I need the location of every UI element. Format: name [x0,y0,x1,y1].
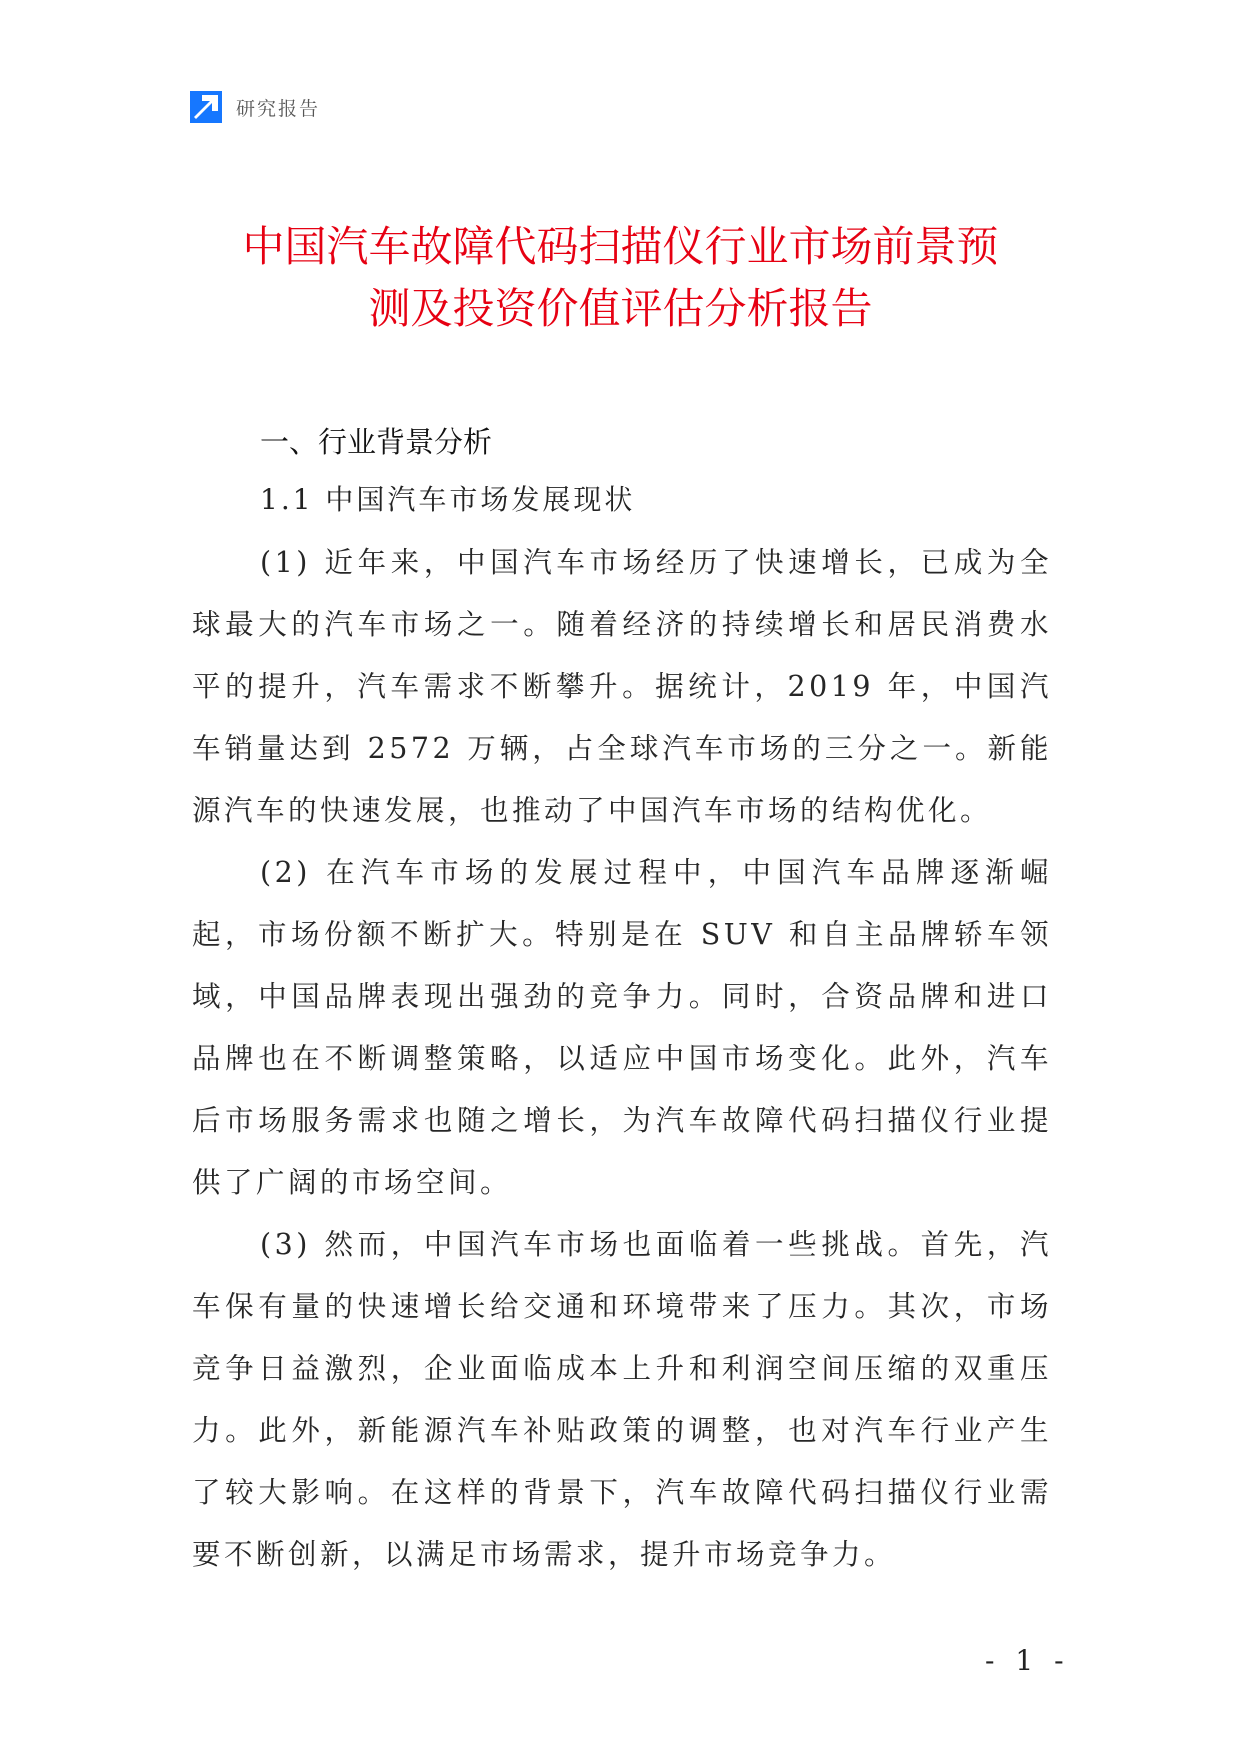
paragraph-3: (3) 然而，中国汽车市场也面临着一些挑战。首先，汽车保有量的快速增长给交通和环境带来了压力。其次，市场竞争日益激烈，企业面临成本上升和利润空间压缩的双重压力。此外，新能源汽车补贴政策的调整，也对汽车行业产生了较大影响。在这样的背景下，汽车故障代码扫描仪行业需要不断创新，以满足市场需求，提升市场竞争力。 [192,1228,1052,1571]
header-label: 研究报告 [236,97,321,120]
title-line-2: 测及投资价值评估分析报告 [368,284,873,333]
report-body [192,422,1052,1586]
subsection-heading: 1.1 中国汽车市场发展现状 [260,483,636,516]
report-title [150,216,1091,340]
paragraph-1: (1) 近年来，中国汽车市场经历了快速增长，已成为全球最大的汽车市场之一。随着经济的持续增长和居民消费水平的提升，汽车需求不断攀升。据统计，2019 年，中国汽车销量达到 2572 万辆，占全球汽车市场的三分之一。新能源汽车的快速发展，也推动了中国汽车市场的结构优化。 [192,546,1052,827]
title-line-1: 中国汽车故障代码扫描仪行业市场前景预 [242,222,999,271]
report-header [190,90,320,124]
arrow-logo-icon [190,91,222,123]
section-heading: 一、行业背景分析 [260,425,493,459]
page-number: - 1 - [985,1644,1070,1677]
paragraph-2: (2) 在汽车市场的发展过程中，中国汽车品牌逐渐崛起，市场份额不断扩大。特别是在 SUV 和自主品牌轿车领域，中国品牌表现出强劲的竞争力。同时，合资品牌和进口品牌也在不断调整策略，以适应中国市场变化。此外，汽车后市场服务需求也随之增长，为汽车故障代码扫描仪行业提供了广阔的市场空间。 [192,856,1052,1199]
